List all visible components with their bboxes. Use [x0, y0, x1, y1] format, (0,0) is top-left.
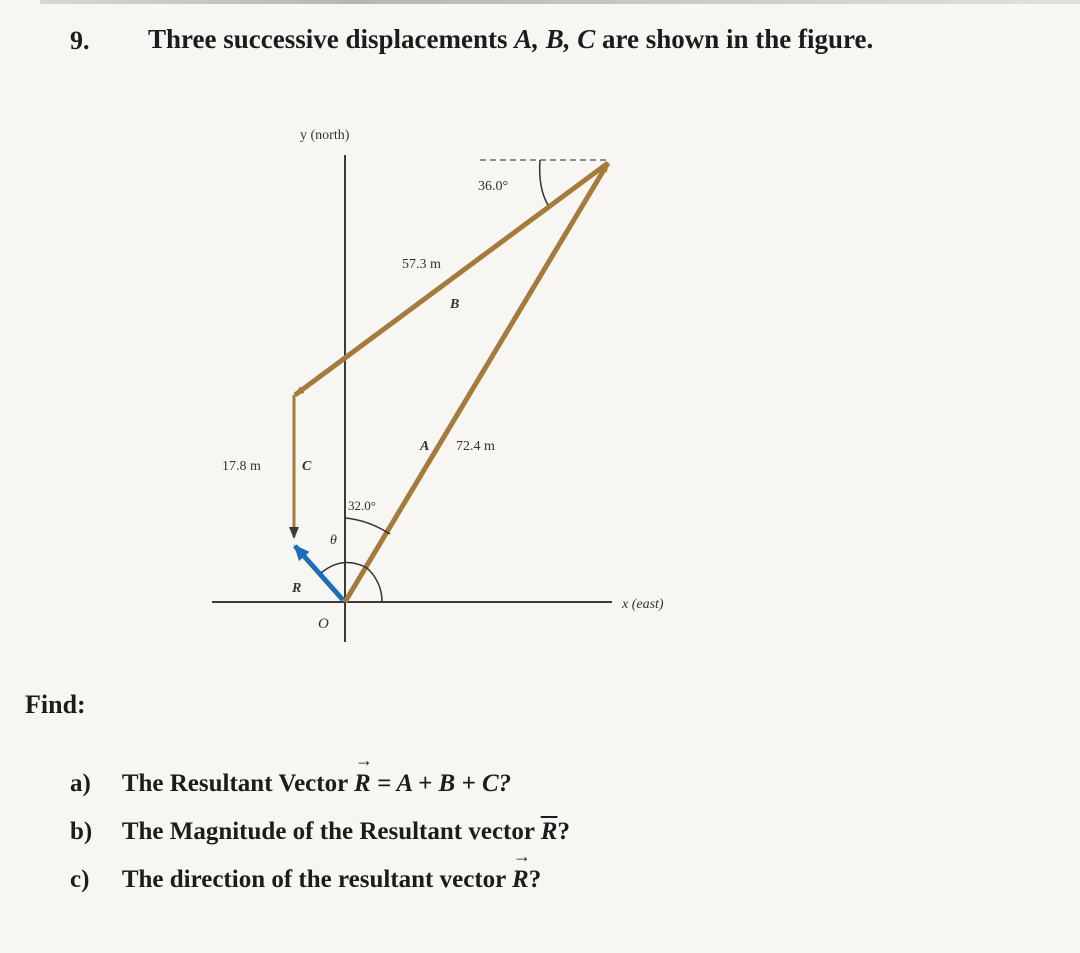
vector-b-name: B: [450, 297, 460, 312]
vector-a-name: A: [420, 439, 430, 454]
find-item-a: [70, 770, 570, 818]
find-item-rest: ?: [528, 866, 542, 893]
y-axis-label: y (north): [300, 128, 350, 143]
find-item-letter: b): [70, 818, 93, 845]
find-item-text: The direction of the resultant vector: [121, 866, 506, 893]
find-heading: Find:: [25, 690, 86, 719]
vector-b-arrow: [295, 163, 608, 395]
find-item-letter: c): [70, 866, 90, 893]
resultant-name: R: [292, 581, 302, 596]
magnitude-c-label: 17.8 m: [222, 459, 261, 474]
vector-a-arrow: [345, 163, 608, 602]
angle-arc-36: [540, 160, 548, 205]
question-text-after: are shown in the figure.: [602, 24, 874, 54]
question-text-before: Three successive displacements: [148, 24, 508, 54]
resultant-arrow: [295, 546, 343, 600]
angle-b-label: 36.0°: [478, 179, 509, 194]
question-number: 9.: [70, 26, 90, 55]
resultant-vector-symbol: $\overline{R}$: [540, 818, 558, 845]
origin-label: O: [318, 616, 329, 632]
resultant-vector-symbol: R →: [354, 770, 371, 798]
resultant-vector-symbol: R →: [512, 866, 529, 894]
find-item-b: [70, 818, 570, 866]
question-vectors: A, B, C: [514, 24, 596, 54]
find-item-letter: a): [70, 770, 91, 797]
angle-arc-32: [345, 518, 390, 534]
x-axis-label: x (east): [622, 597, 664, 612]
find-item-text: The Resultant Vector: [121, 770, 348, 797]
find-item-c: [70, 866, 570, 914]
magnitude-b-label: 57.3 m: [402, 257, 441, 272]
find-item-rest: ?: [557, 818, 570, 845]
theta-label: θ: [330, 533, 337, 548]
angle-a-label: 32.0°: [348, 498, 376, 513]
vector-c-name: C: [302, 459, 312, 474]
find-list: [70, 770, 570, 914]
find-item-rest: = A + B + C?: [376, 770, 512, 797]
magnitude-a-label: 72.4 m: [456, 439, 495, 454]
find-item-text: The Magnitude of the Resultant vector: [121, 818, 535, 845]
